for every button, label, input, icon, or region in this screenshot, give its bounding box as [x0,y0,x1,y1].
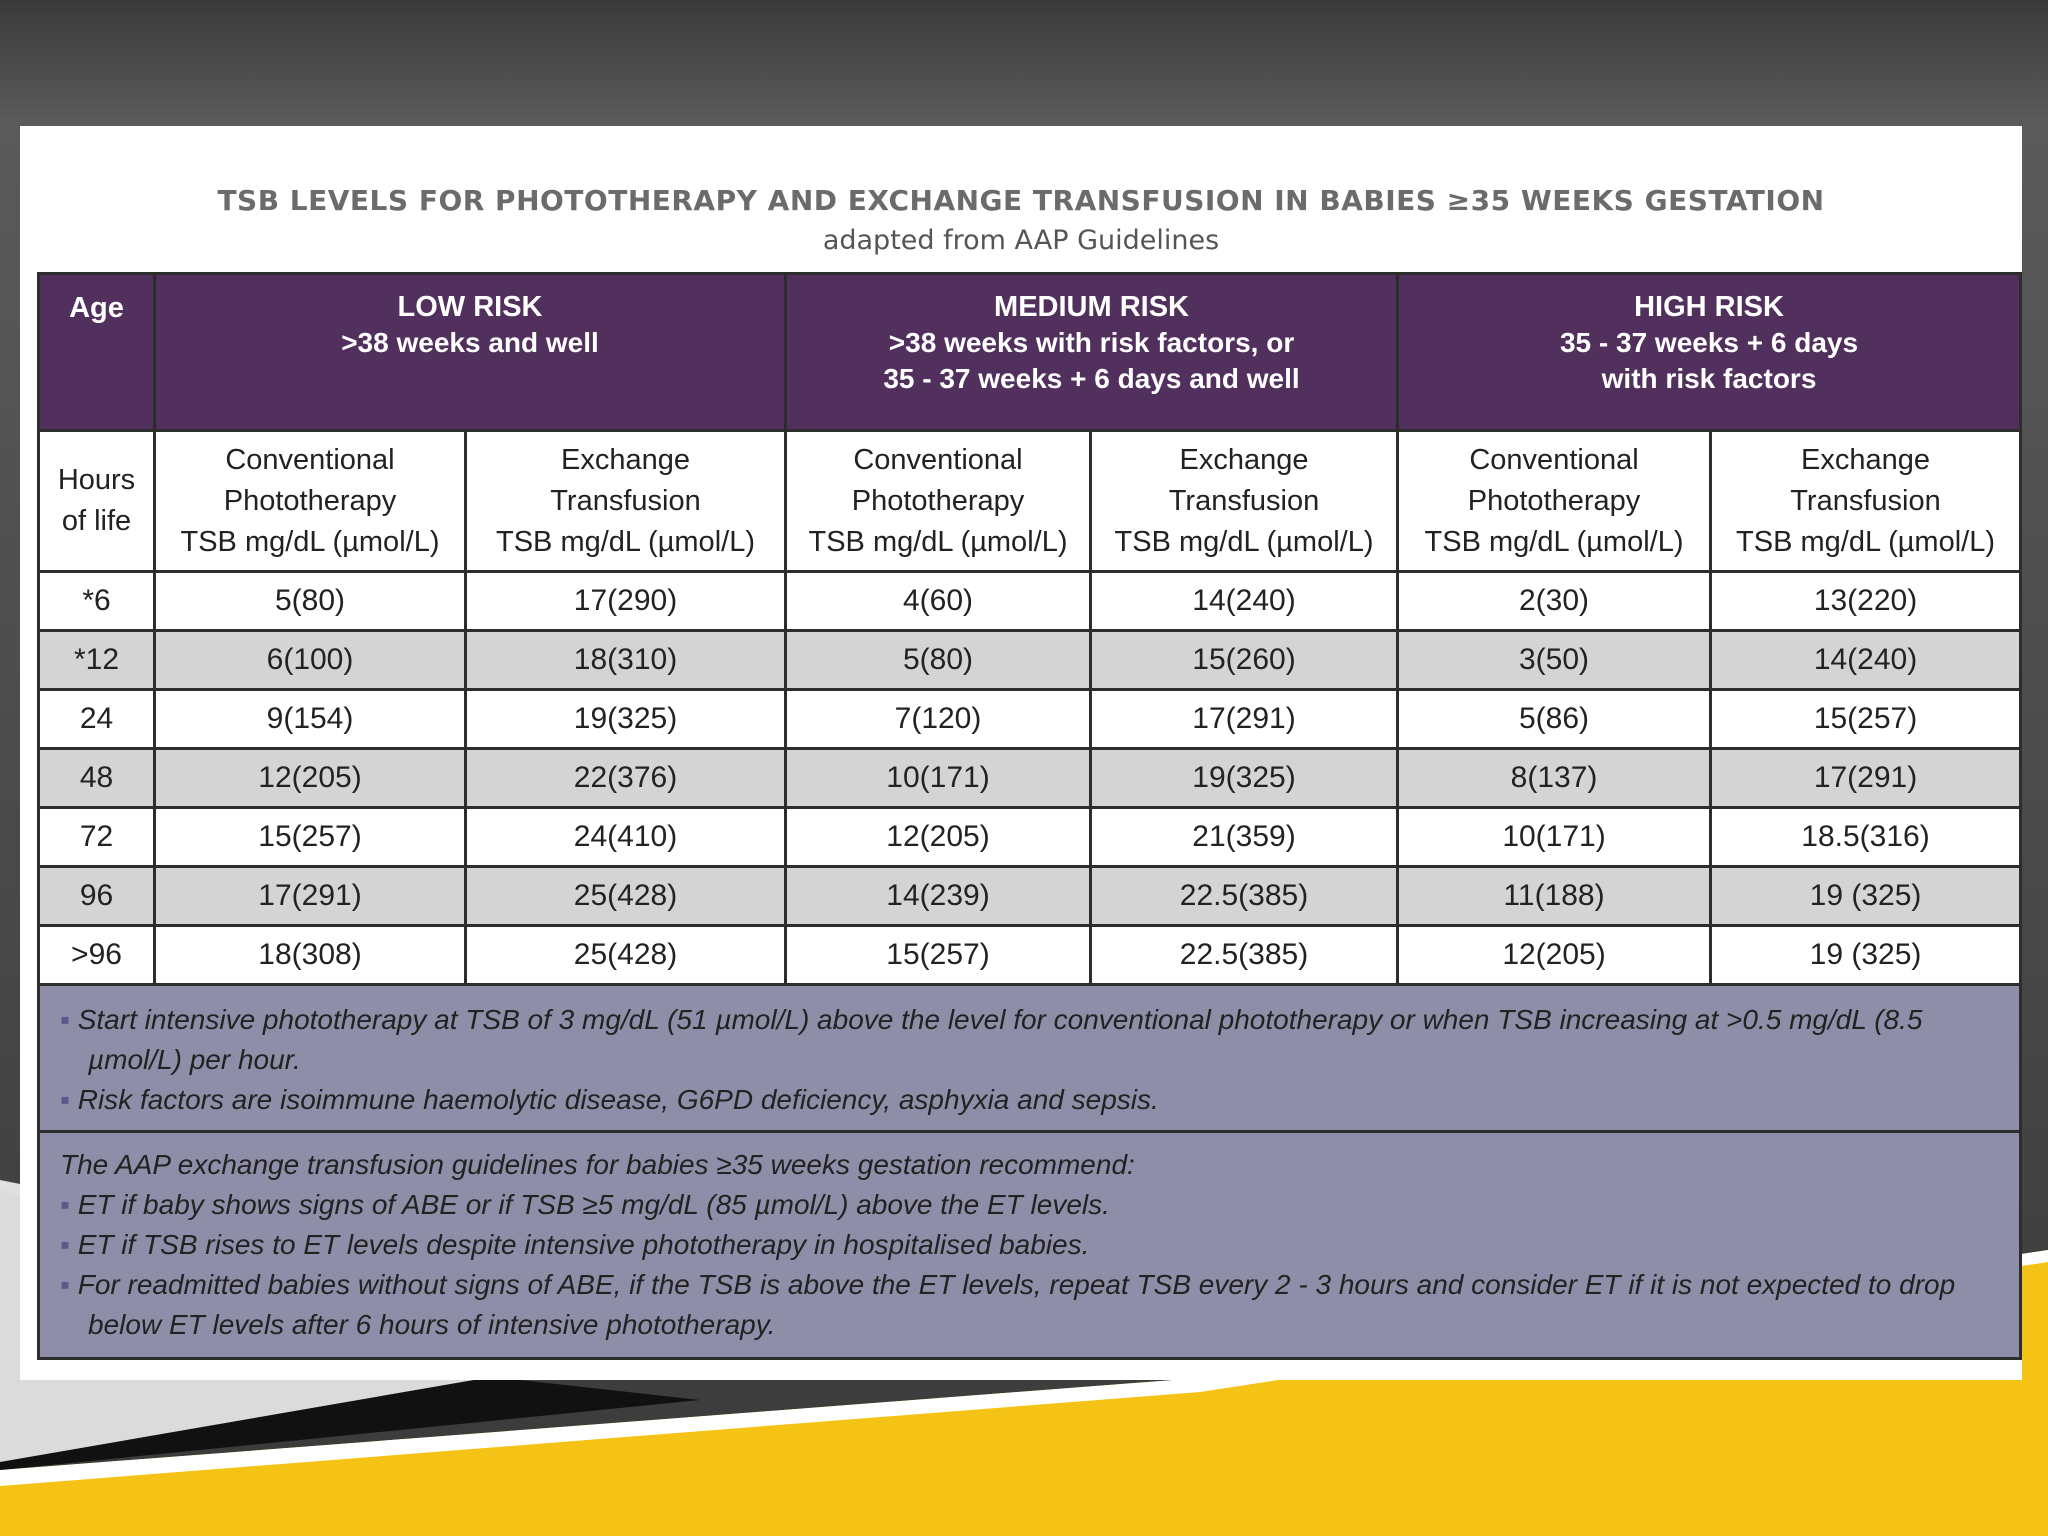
note-item [60,1185,1999,1225]
hours-label: Hours [57,464,136,496]
notes-phototherapy-row [39,985,2021,1132]
medium-risk-header [786,274,1398,431]
subheader-line: Phototherapy [1467,484,1641,517]
tsb-value-cell: 12(205) [786,808,1091,867]
tsb-value-cell: 19 (325) [1711,867,2021,926]
subheader-line: Transfusion [1790,484,1941,517]
tsb-value-cell: 12(205) [155,749,466,808]
table-row [39,690,2021,749]
tsb-value-cell: 24(410) [466,808,786,867]
notes-phototherapy [39,985,2021,1132]
age-cell: 72 [39,808,155,867]
age-header: Age [39,274,155,431]
medium-risk-desc-2: 35 - 37 weeks + 6 days and well [883,363,1300,394]
conventional-phototherapy-header [155,431,466,572]
tsb-value-cell: 14(240) [1711,631,2021,690]
exchange-transfusion-header [1091,431,1398,572]
conventional-phototherapy-header [1398,431,1711,572]
tsb-value-cell: 17(291) [1091,690,1398,749]
tsb-value-cell: 19(325) [466,690,786,749]
tsb-value-cell: 15(257) [1711,690,2021,749]
tsb-value-cell: 22(376) [466,749,786,808]
tsb-value-cell: 11(188) [1398,867,1711,926]
tsb-value-cell: 25(428) [466,926,786,985]
low-risk-header [155,274,786,431]
tsb-value-cell: 14(240) [1091,572,1398,631]
of-life-label: of life [61,505,132,537]
high-risk-desc-2: with risk factors [1601,363,1817,394]
bullet-icon: ▪ [60,1229,78,1260]
tsb-value-cell: 8(137) [1398,749,1711,808]
conventional-phototherapy-header [786,431,1091,572]
notes-intro: The AAP exchange transfusion guidelines for babies ≥35 weeks gestation recommend: [60,1149,1135,1180]
tsb-value-cell: 19 (325) [1711,926,2021,985]
tsb-value-cell: 15(257) [155,808,466,867]
tsb-value-cell: 3(50) [1398,631,1711,690]
tsb-value-cell: 18.5(316) [1711,808,2021,867]
subheader-unit: TSB mg/dL (µmol/L) [1424,525,1684,558]
notes-exchange [39,1132,2021,1359]
tsb-value-cell: 21(359) [1091,808,1398,867]
bullet-icon: ▪ [60,1084,78,1115]
subheader-line: Conventional [853,443,1023,476]
subheader-line: Exchange [561,443,690,476]
low-risk-title: LOW RISK [397,291,543,323]
subheader-line: Transfusion [1168,484,1320,517]
hours-of-life-header [39,431,155,572]
subheader-line: Conventional [225,443,395,476]
subheader-line: Exchange [1179,443,1309,476]
table-row [39,572,2021,631]
tsb-value-cell: 19(325) [1091,749,1398,808]
note-text: ET if baby shows signs of ABE or if TSB ≥5 mg/dL (85 µmol/L) above the ET levels. [77,1189,1110,1220]
tsb-value-cell: 5(80) [155,572,466,631]
age-cell: 24 [39,690,155,749]
high-risk-header [1398,274,2021,431]
tsb-value-cell: 22.5(385) [1091,867,1398,926]
tsb-value-cell: 4(60) [786,572,1091,631]
subheader-line: Phototherapy [223,484,397,517]
column-subheader-row [39,431,2021,572]
tsb-value-cell: 15(260) [1091,631,1398,690]
tsb-value-cell: 7(120) [786,690,1091,749]
table-row [39,749,2021,808]
subheader-line: Exchange [1801,443,1931,476]
table-body [39,572,2021,1359]
note-item [60,1225,1999,1265]
medium-risk-title: MEDIUM RISK [994,291,1189,323]
age-cell: 48 [39,749,155,808]
age-cell: 96 [39,867,155,926]
tsb-value-cell: 22.5(385) [1091,926,1398,985]
table-row [39,808,2021,867]
subheader-unit: TSB mg/dL (µmol/L) [808,525,1068,558]
note-text: ET if TSB rises to ET levels despite intensive phototherapy in hospitalised babies. [77,1229,1090,1260]
bullet-icon: ▪ [60,1189,78,1220]
exchange-transfusion-header [466,431,786,572]
table-row [39,631,2021,690]
tsb-value-cell: 17(291) [155,867,466,926]
note-text: Risk factors are isoimmune haemolytic disease, G6PD deficiency, asphyxia and sepsis. [77,1084,1159,1115]
notes-exchange-row [39,1132,2021,1359]
high-risk-title: HIGH RISK [1634,291,1784,323]
age-cell: >96 [39,926,155,985]
bullet-icon: ▪ [60,1269,78,1300]
tsb-levels-table [37,272,2022,1360]
slide-card [20,126,2022,1380]
subheader-unit: TSB mg/dL (µmol/L) [180,525,440,558]
tsb-value-cell: 18(310) [466,631,786,690]
table-row [39,926,2021,985]
tsb-value-cell: 6(100) [155,631,466,690]
age-cell: *12 [39,631,155,690]
table-row [39,867,2021,926]
tsb-value-cell: 25(428) [466,867,786,926]
subheader-unit: TSB mg/dL (µmol/L) [1114,525,1374,558]
note-item [60,1000,1999,1080]
exchange-transfusion-header [1711,431,2021,572]
subheader-line: Transfusion [550,484,701,517]
tsb-value-cell: 15(257) [786,926,1091,985]
page-title: TSB LEVELS FOR PHOTOTHERAPY AND EXCHANGE TRANSFUSION IN BABIES ≥35 WEEKS GESTATION [217,184,1825,217]
tsb-value-cell: 17(291) [1711,749,2021,808]
medium-risk-desc-1: >38 weeks with risk factors, or [888,327,1295,358]
age-cell: *6 [39,572,155,631]
tsb-value-cell: 5(80) [786,631,1091,690]
tsb-value-cell: 12(205) [1398,926,1711,985]
title-block [20,184,2022,256]
note-item [60,1265,1999,1345]
bullet-icon: ▪ [60,1004,78,1035]
high-risk-desc-1: 35 - 37 weeks + 6 days [1559,327,1859,358]
risk-group-header-row [39,274,2021,431]
page-subtitle: adapted from AAP Guidelines [822,225,1220,256]
subheader-unit: TSB mg/dL (µmol/L) [1736,525,1996,558]
tsb-value-cell: 10(171) [1398,808,1711,867]
tsb-value-cell: 13(220) [1711,572,2021,631]
tsb-value-cell: 17(290) [466,572,786,631]
tsb-value-cell: 2(30) [1398,572,1711,631]
low-risk-desc-1: >38 weeks and well [341,327,599,358]
subheader-line: Conventional [1469,443,1639,476]
note-item [60,1080,1999,1120]
subheader-line: Phototherapy [851,484,1025,517]
tsb-value-cell: 5(86) [1398,690,1711,749]
tsb-value-cell: 18(308) [155,926,466,985]
tsb-value-cell: 9(154) [155,690,466,749]
tsb-value-cell: 14(239) [786,867,1091,926]
subheader-unit: TSB mg/dL (µmol/L) [496,525,755,558]
tsb-value-cell: 10(171) [786,749,1091,808]
note-text: For readmitted babies without signs of ABE, if the TSB is above the ET levels, repeat TSB every 2 - 3 hours and consider ET if it is not expected to drop below ET levels after 6 hours of intensive phototherapy. [77,1269,1956,1340]
note-text: Start intensive phototherapy at TSB of 3 mg/dL (51 µmol/L) above the level for conventional phototherapy or when TSB increasing at >0.5 mg/dL (8.5 µmol/L) per hour. [77,1004,1923,1075]
